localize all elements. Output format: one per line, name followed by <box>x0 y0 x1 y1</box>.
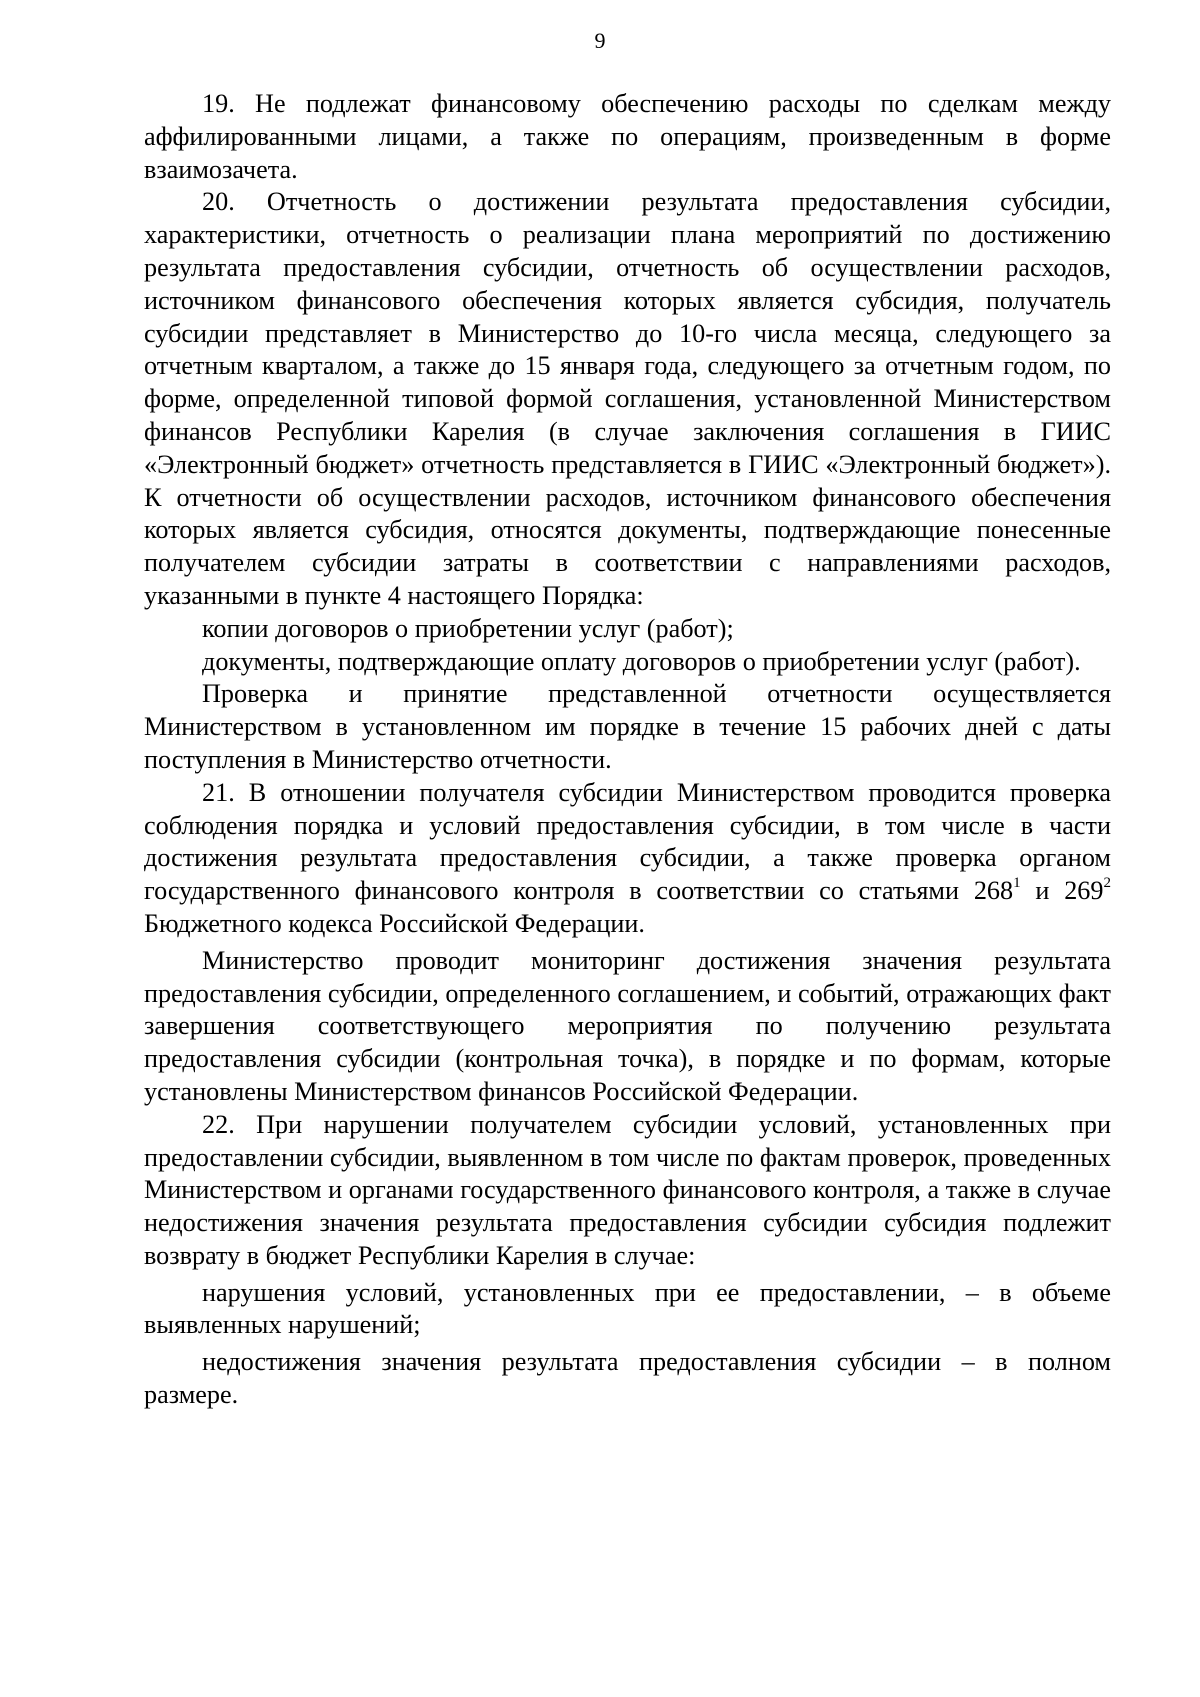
paragraph-monitoring: Министерство проводит мониторинг достижения значения результата предоставления субсидии, определенного соглашением, и событий, отражающих факт завершения соответствующего мероприятия по получению результата предоставления субсидии (контрольная точка), в порядке и по формам, которые установлены Министерством финансов Российской Федерации. <box>144 945 1111 1106</box>
paragraph-21 <box>144 777 1111 941</box>
footnote-superscript-2: 2 <box>1103 875 1111 892</box>
paragraph-non-achievement-case: недостижения значения результата предоставления субсидии – в полном размере. <box>144 1347 1111 1410</box>
paragraph-violation-case: нарушения условий, установленных при ее предоставлении, – в объеме выявленных нарушений; <box>144 1277 1111 1340</box>
document-body <box>144 88 1111 1412</box>
paragraph-22: 22. При нарушении получателем субсидии условий, установленных при предоставлении субсидии, выявленном в том числе по фактам проверок, проведенных Министерством и органами государственного финансового контроля, а также в случае недостижения значения результата предоставления субсидии субсидия подлежит возврату в бюджет Республики Карелия в случае: <box>144 1109 1111 1270</box>
paragraph-21-text-end: Бюджетного кодекса Российской Федерации. <box>144 908 645 938</box>
paragraph-payment-documents: документы, подтверждающие оплату договоров о приобретении услуг (работ). <box>202 646 1081 676</box>
page-number: 9 <box>594 28 606 53</box>
paragraph-21-text-middle: и 269 <box>1020 876 1104 906</box>
paragraph-19: 19. Не подлежат финансовому обеспечению расходы по сделкам между аффилированными лицами, а также по операциям, произведенным в форме взаимозачета. <box>144 89 1111 184</box>
paragraph-20: 20. Отчетность о достижении результата предоставления субсидии, характеристики, отчетность о реализации плана мероприятий по достижению результата предоставления субсидии, отчетность об осуществлении расходов, источником финансового обеспечения которых является субсидия, получатель субсидии представляет в Министерство до 10-го числа месяца, следующего за отчетным кварталом, а также до 15 января года, следующего за отчетным годом, по форме, определенной типовой формой соглашения, установленной Министерством финансов Республики Карелия (в случае заключения соглашения в ГИИС «Электронный бюджет» отчетность представляется в ГИИС «Электронный бюджет»). К отчетности об осуществлении расходов, источником финансового обеспечения которых является субсидия, относятся документы, подтверждающие понесенные получателем субсидии затраты в соответствии с направлениями расходов, указанными в пункте 4 настоящего Порядка: <box>144 187 1111 610</box>
paragraph-report-verification: Проверка и принятие представленной отчетности осуществляется Министерством в установленном им порядке в течение 15 рабочих дней с даты поступления в Министерство отчетности. <box>144 679 1111 774</box>
footnote-superscript-1: 1 <box>1013 875 1021 892</box>
paragraph-21-text-start: 21. В отношении получателя субсидии Министерством проводится проверка соблюдения порядка и условий предоставления субсидии, в том числе в части достижения результата предоставления субсидии, а также проверка органом государственного финансового контроля в соответствии со статьями 268 <box>144 777 1111 906</box>
paragraph-contract-copies: копии договоров о приобретении услуг (работ); <box>202 613 734 643</box>
